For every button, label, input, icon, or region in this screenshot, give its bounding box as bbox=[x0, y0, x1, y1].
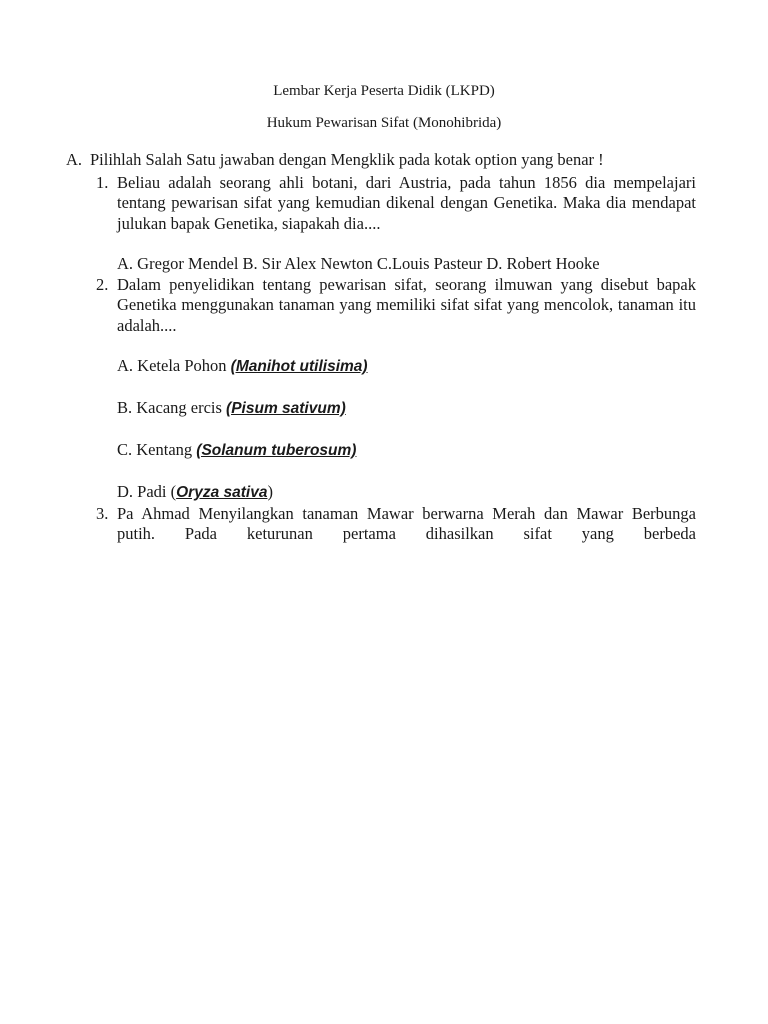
question-text: Pa Ahmad Menyilangkan tanaman Mawar berwarna Merah dan Mawar Berbunga putih. Pada keturunan pertama dihasilkan sifat yang berbeda bbox=[117, 503, 696, 543]
document-title: Lembar Kerja Peserta Didik (LKPD) bbox=[273, 83, 495, 99]
document-subtitle: Hukum Pewarisan Sifat (Monohibrida) bbox=[266, 115, 502, 131]
option-label: B. Kacang ercis bbox=[117, 398, 227, 417]
species-name: (Pisum sativum) bbox=[226, 400, 346, 417]
species-name: (Solanum tuberosum) bbox=[196, 442, 357, 459]
question-3 bbox=[96, 503, 696, 545]
species-name: (Manihot utilisima) bbox=[230, 358, 368, 375]
question-number: 1. bbox=[96, 172, 109, 192]
option-d[interactable] bbox=[117, 482, 696, 504]
section-a bbox=[66, 150, 696, 545]
question-2 bbox=[96, 274, 696, 504]
species-name: Oryza sativa bbox=[176, 484, 268, 501]
question-text: Beliau adalah seorang ahli botani, dari Austria, pada tahun 1856 dia mempelajari tentang pewarisan sifat yang kemudian dikenal dengan Genetika. Maka dia mendapat julukan bapak Genetika, siapakah dia.... bbox=[117, 172, 696, 233]
question-text: Dalam penyelidikan tentang pewarisan sifat, seorang ilmuwan yang disebut bapak Genetika menggunakan tanaman yang memiliki sifat sifat yang mencolok, tanaman itu adalah.... bbox=[117, 274, 696, 335]
question-1-options[interactable]: A. Gregor Mendel B. Sir Alex Newton C.Louis Pasteur D. Robert Hooke bbox=[117, 254, 600, 273]
option-c[interactable] bbox=[117, 440, 696, 462]
option-b[interactable] bbox=[117, 398, 696, 420]
option-label: D. Padi ( bbox=[117, 482, 177, 501]
question-number: 2. bbox=[96, 274, 109, 294]
question-list bbox=[96, 172, 696, 545]
option-label: A. Ketela Pohon bbox=[117, 356, 231, 375]
section-instruction: Pilihlah Salah Satu jawaban dengan Mengklik pada kotak option yang benar ! bbox=[90, 150, 604, 169]
option-close-paren: ) bbox=[267, 482, 273, 501]
section-marker: A. bbox=[66, 150, 83, 169]
option-a[interactable] bbox=[117, 356, 696, 378]
question-number: 3. bbox=[96, 503, 109, 523]
option-label: C. Kentang bbox=[117, 440, 197, 459]
question-1 bbox=[96, 172, 696, 275]
